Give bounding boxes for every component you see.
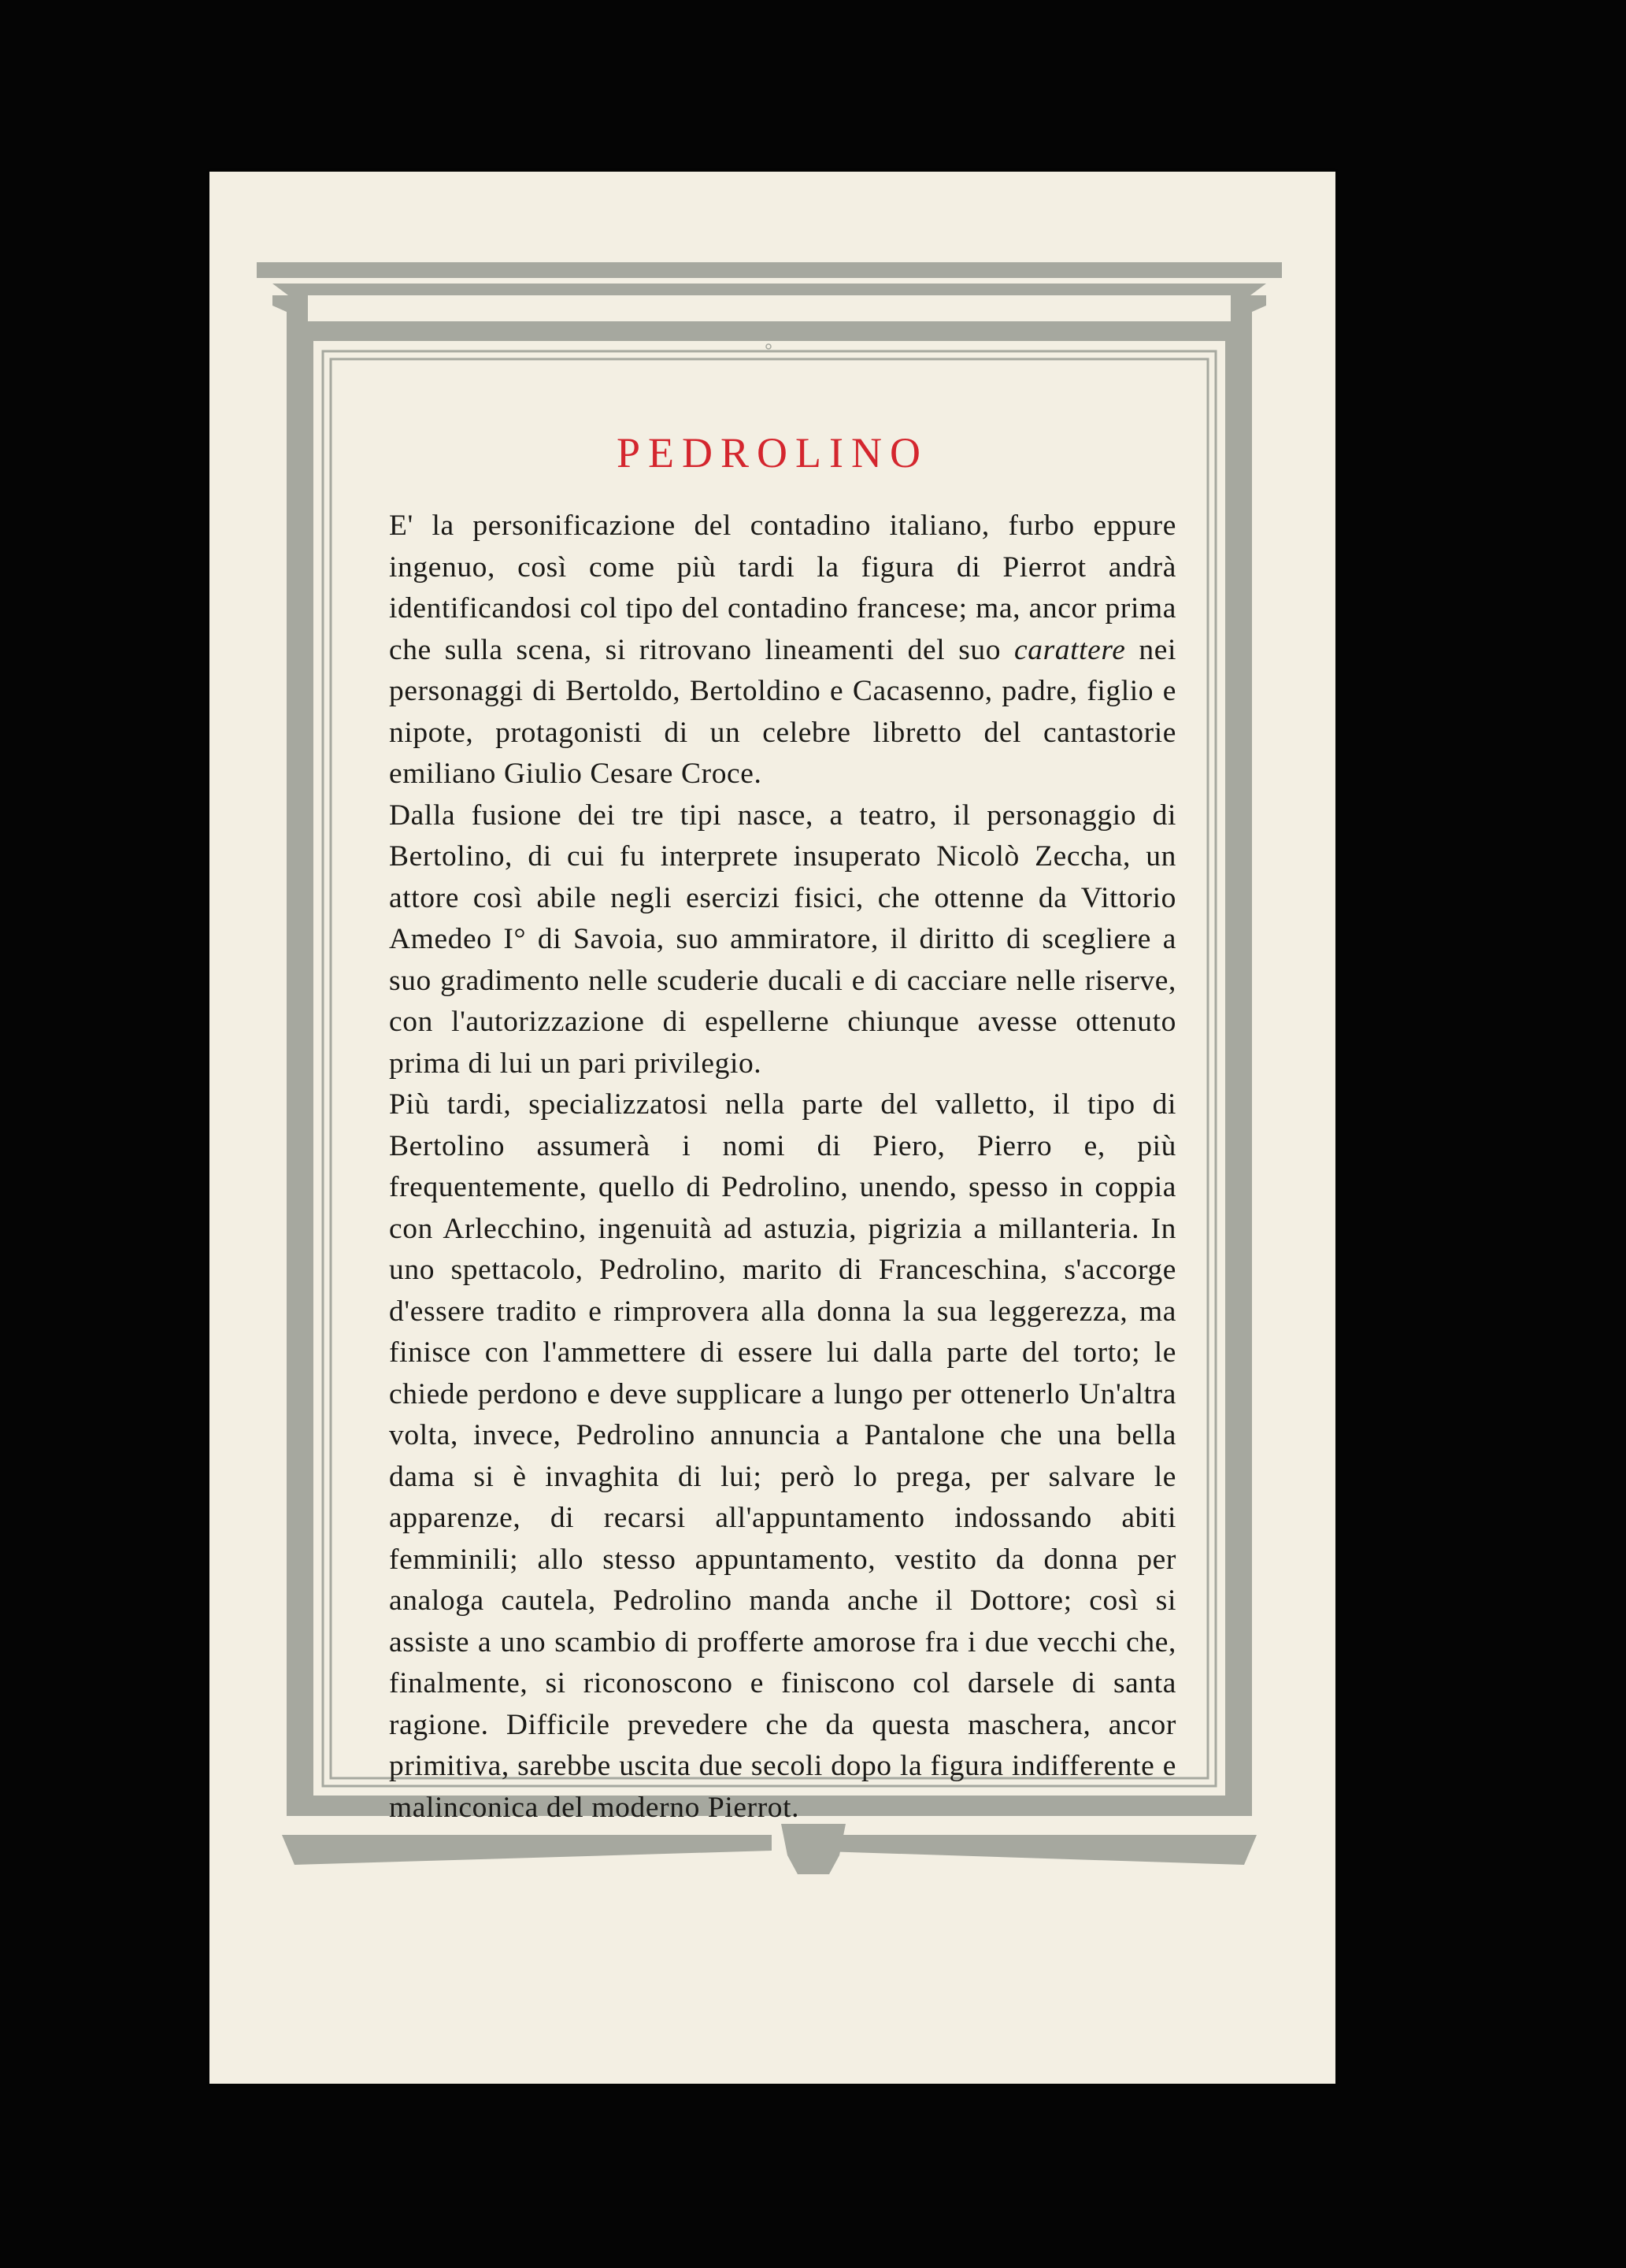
paragraph-3: Più tardi, specializzatosi nella parte del valletto, il tipo di Bertolino assumerà i nomi di Piero, Pierro e, più frequentemente, quello di Pedrolino, unendo, spesso in coppia con Arlecchino, ingenuità ad astuzia, pigrizia a millanteria. In uno spettacolo, Pedrolino, marito di Franceschina, s'accorge d'essere tradito e rimprovera alla donna la sua leggerezza, ma finisce con l'ammettere di essere lui dalla parte del torto; le chiede perdono e deve supplicare a lungo per ottenerlo Un'altra volta, invece, Pedrolino annuncia a Pantalone che una bella dama si è invaghita di lui; però lo prega, per salvare le apparenze, di recarsi all'appuntamento indossando abiti femminili; allo stesso appuntamento, vestito da donna per analoga cautela, Pedrolino manda anche il Dottore; così si assiste a uno scambio di profferte amorose fra i due vecchi che, finalmente, si riconoscono e finiscono col darsele di santa ragione. Difficile prevedere che da questa maschera, ancor primitiva, sarebbe uscita due secoli dopo la figura indifferente e malinconica del moderno Pierrot. [389, 1088, 1176, 1824]
frame-dot [766, 344, 771, 349]
paragraph-1-italic: carattere [1014, 633, 1126, 666]
paragraph-2: Dalla fusione dei tre tipi nasce, a teatro, il personaggio di Bertolino, di cui fu interprete insuperato Nicolò Zeccha, un attore così abile negli esercizi fisici, che ottenne da Vittorio Amedeo I° di Savoia, suo ammiratore, il diritto di scegliere a suo gradimento nelle scuderie ducali e di cacciare nelle riserve, con l'autorizzazione di espellerne chiunque avesse ottenuto prima di lui un pari privilegio. [389, 799, 1176, 1080]
page-title: PEDROLINO [617, 429, 928, 476]
paragraph-1 [389, 506, 1176, 795]
body-text [389, 506, 1176, 1829]
postcard [209, 172, 1335, 2084]
bottom-base-left [282, 1835, 772, 1865]
top-cornice-left-bracket [272, 295, 308, 321]
top-cornice-lower [272, 284, 1266, 295]
paragraph-1-start: E' la personificazione del contadino italiano, furbo eppure ingenuo, così come più tardi la figura di Pierrot andrà identificandosi col tipo del contadino francese; ma, ancor prima che sulla scena, si ritrovano lineamenti del suo [389, 510, 1176, 666]
top-cornice-right-bracket [1231, 295, 1266, 321]
top-cornice-bar [257, 262, 1282, 278]
bottom-base-center [781, 1824, 846, 1874]
paragraph-1-end: nei personaggi di Bertoldo, Bertoldino e Cacasenno, padre, figlio e nipote, protagonisti di un celebre libretto del cantastorie emiliano Giulio Cesare Croce. [389, 633, 1176, 790]
bottom-base-right [800, 1835, 1257, 1865]
